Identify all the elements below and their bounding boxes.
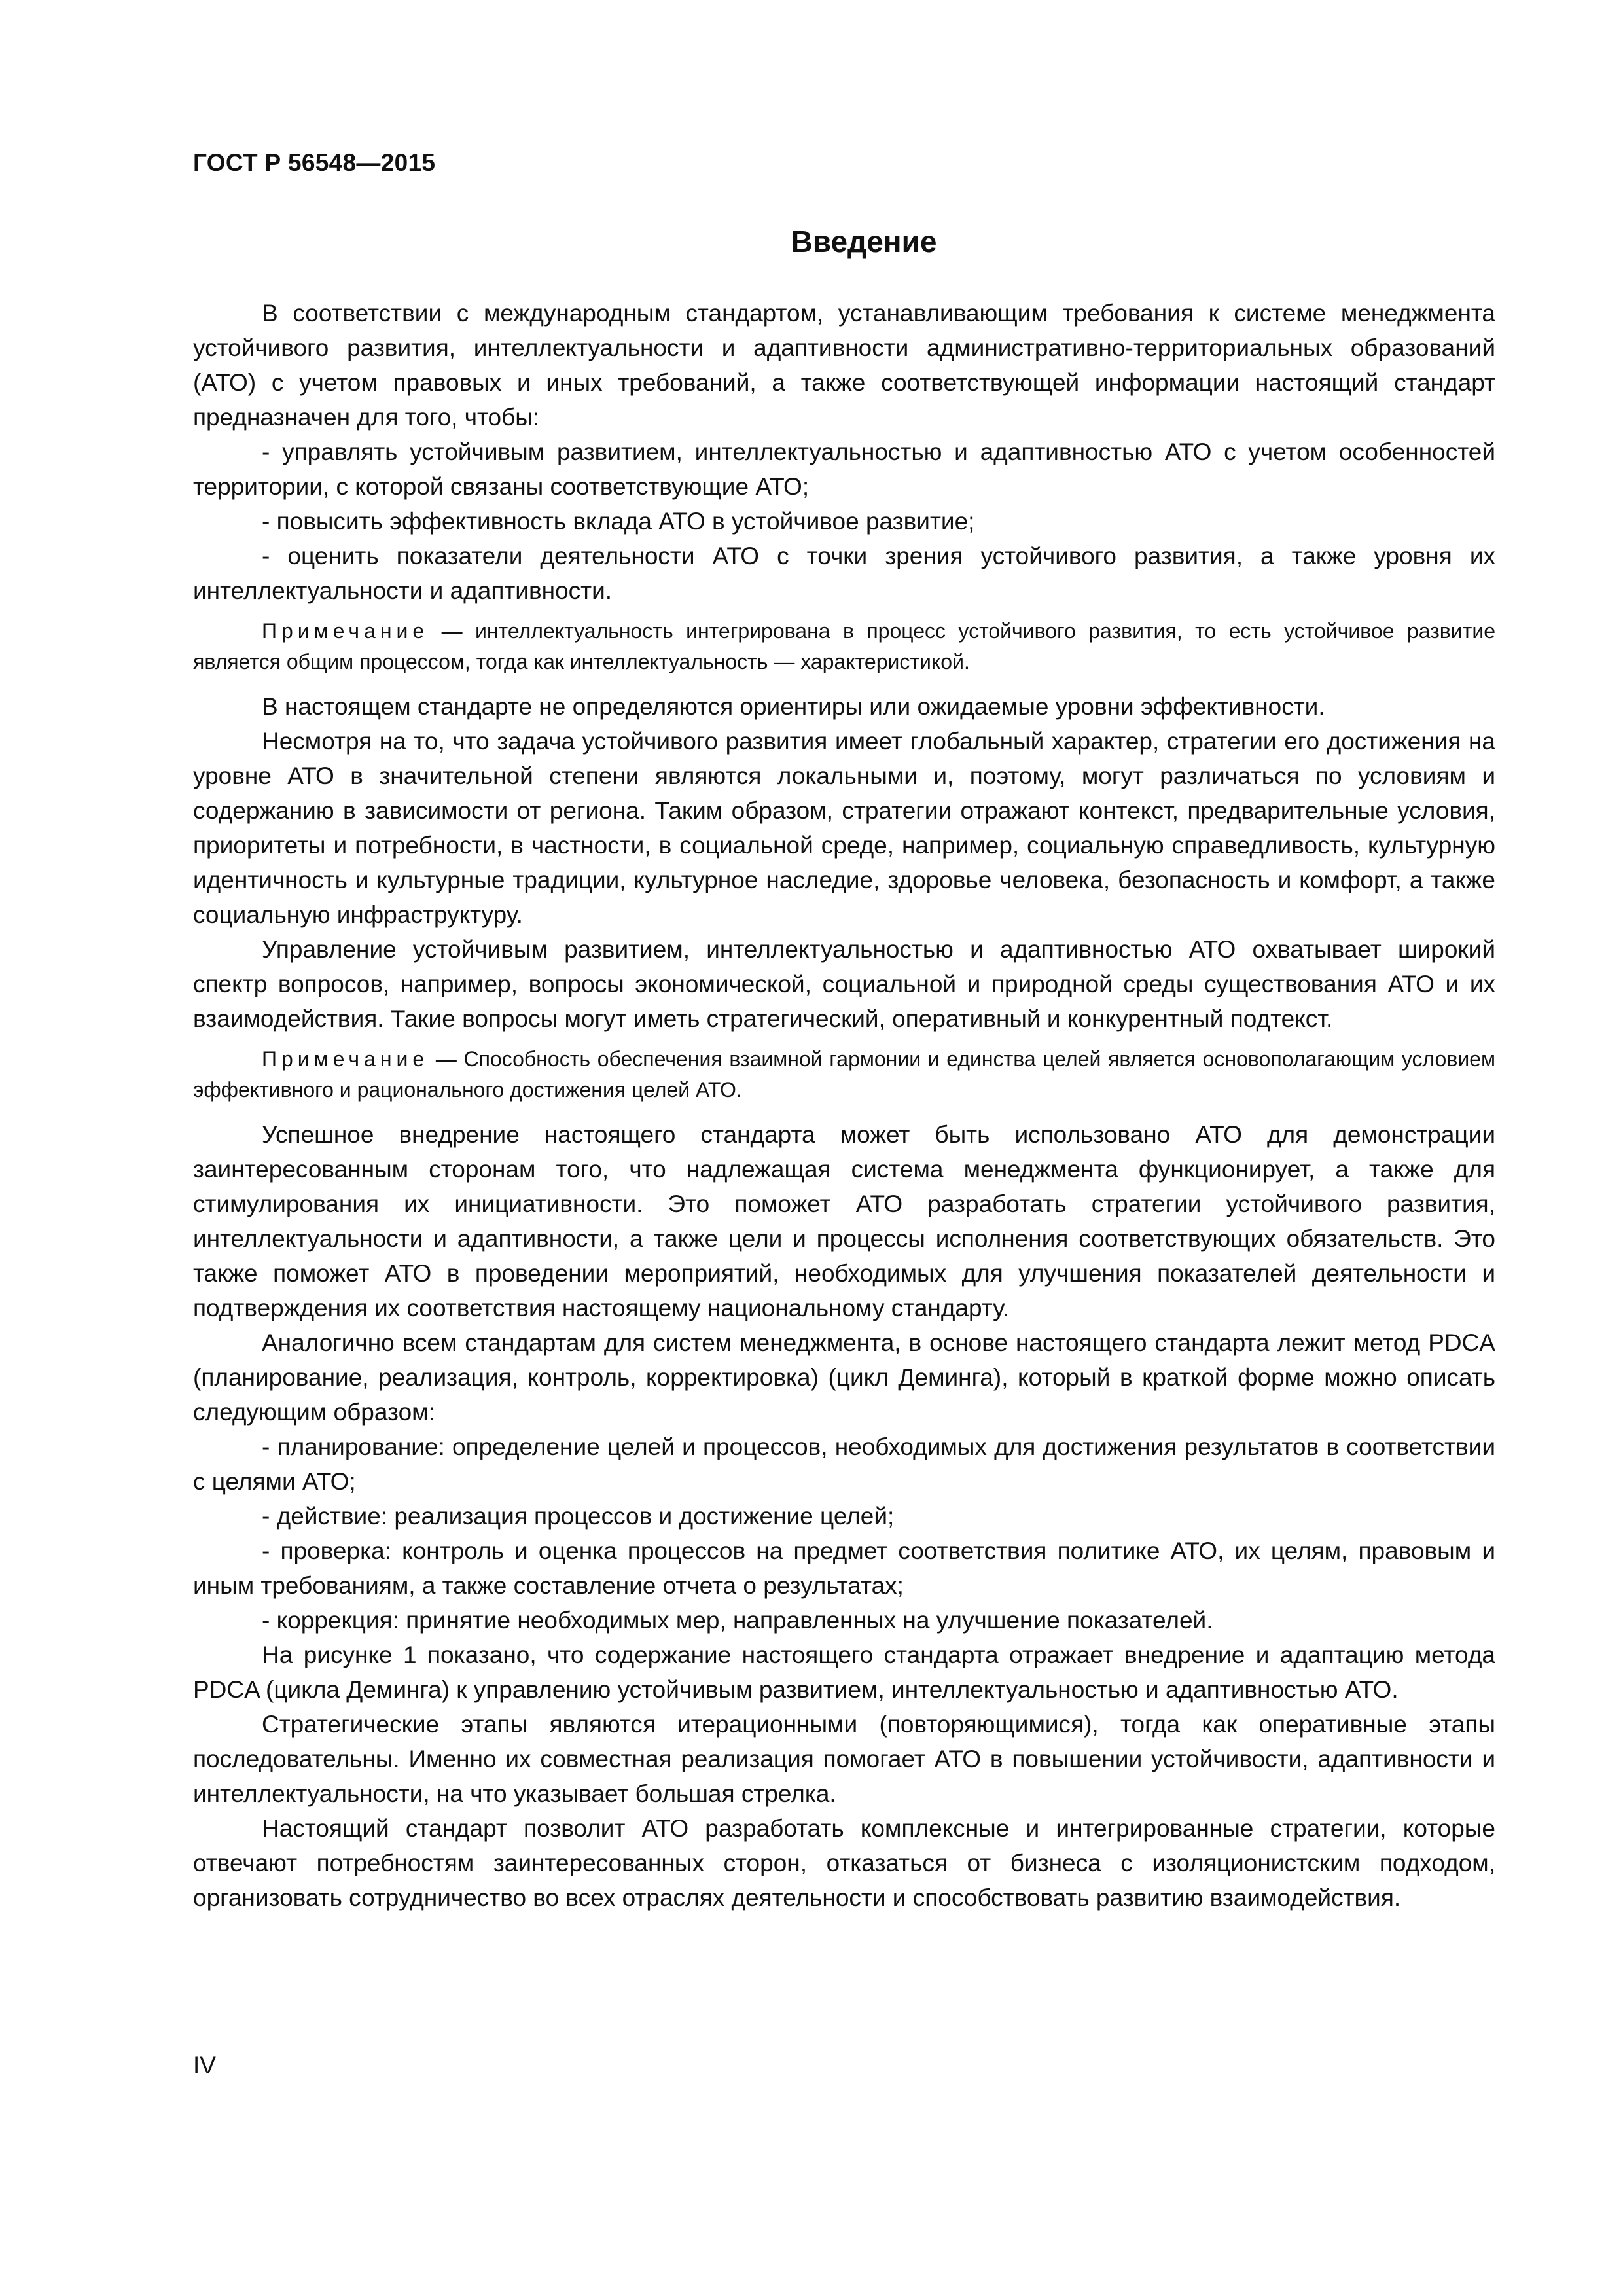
note-label: Примечание xyxy=(262,619,429,643)
page-number: IV xyxy=(193,2052,216,2079)
note-text: — Способность обеспечения взаимной гармонии и единства целей является основополагающим условием эффективного и рационального достижения целей АТО. xyxy=(193,1047,1495,1102)
paragraph: Успешное внедрение настоящего стандарта может быть использовано АТО для демонстрации заинтересованным сторонам того, что надлежащая система менеджмента функционирует, а также для стимулирования их инициативности. Это поможет АТО разработать стратегии устойчивого развития, интеллектуальности и адаптивности, а также цели и процессы исполнения соответствующих обязательств. Это также поможет АТО в проведении мероприятий, необходимых для улучшения показателей деятельности и подтверждения их соответствия настоящему национальному стандарту. xyxy=(193,1121,1495,1321)
paragraph: Настоящий стандарт позволит АТО разработать комплексные и интегрированные стратегии, которые отвечают потребностям заинтересованных сторон, отказаться от бизнеса с изоляционистским подходом, организовать сотрудничество во всех отраслях деятельности и способствовать развитию взаимодействия. xyxy=(193,1815,1495,1911)
section-title: Введение xyxy=(791,224,937,259)
paragraph: Аналогично всем стандартам для систем менеджмента, в основе настоящего стандарта лежит метод PDCA (планирование, реализация, контроль, корректировка) (цикл Деминга), который в краткой форме можно описать следующим образом: xyxy=(193,1329,1495,1426)
note-label: Примечание xyxy=(262,1047,429,1071)
note xyxy=(193,616,1495,677)
list-item: - оценить показатели деятельности АТО с точки зрения устойчивого развития, а также уровня их интеллектуальности и адаптивности. xyxy=(193,543,1495,604)
list-item: - коррекция: принятие необходимых мер, направленных на улучшение показателей. xyxy=(262,1607,1213,1634)
paragraph: Несмотря на то, что задача устойчивого развития имеет глобальный характер, стратегии его достижения на уровне АТО в значительной степени являются локальными и, поэтому, могут различаться по условиям и содержанию в зависимости от региона. Таким образом, стратегии отражают контекст, предварительные условия, приоритеты и потребности, в частности, в социальной среде, например, социальную справедливость, культурную идентичность и культурные традиции, культурное наследие, здоровье человека, безопасность и комфорт, а также социальную инфраструктуру. xyxy=(193,728,1495,928)
paragraph: В соответствии с международным стандартом, устанавливающим требования к системе менеджмента устойчивого развития, интеллектуальности и адаптивности административно-территориальных образований (АТО) с учетом правовых и иных требований, а также соответствующей информации настоящий стандарт предназначен для того, чтобы: xyxy=(193,300,1495,431)
body-text xyxy=(193,296,1495,1915)
paragraph: В настоящем стандарте не определяются ориентиры или ожидаемые уровни эффективности. xyxy=(262,693,1325,720)
paragraph: Стратегические этапы являются итерационными (повторяющимися), тогда как оперативные этапы последовательны. Именно их совместная реализация помогает АТО в повышении устойчивости, адаптивности и интеллектуальности, на что указывает большая стрелка. xyxy=(193,1711,1495,1807)
note xyxy=(193,1044,1495,1105)
list-item: - планирование: определение целей и процессов, необходимых для достижения результатов в соответствии с целями АТО; xyxy=(193,1433,1495,1495)
document-code: ГОСТ Р 56548—2015 xyxy=(193,149,436,176)
list-item: - проверка: контроль и оценка процессов на предмет соответствия политике АТО, их целям, правовым и иным требованиям, а также составление отчета о результатах; xyxy=(193,1537,1495,1599)
list-item: - повысить эффективность вклада АТО в устойчивое развитие; xyxy=(262,508,975,535)
list-item: - управлять устойчивым развитием, интеллектуальностью и адаптивностью АТО с учетом особенностей территории, с которой связаны соответствующие АТО; xyxy=(193,439,1495,500)
paragraph: Управление устойчивым развитием, интеллектуальностью и адаптивностью АТО охватывает широкий спектр вопросов, например, вопросы экономической, социальной и природной среды существования АТО и их взаимодействия. Такие вопросы могут иметь стратегический, оперативный и конкурентный подтекст. xyxy=(193,936,1495,1032)
note-text: — интеллектуальность интегрирована в процесс устойчивого развития, то есть устойчивое развитие является общим процессом, тогда как интеллектуальность — характеристикой. xyxy=(193,619,1495,673)
list-item: - действие: реализация процессов и достижение целей; xyxy=(262,1503,895,1530)
paragraph: На рисунке 1 показано, что содержание настоящего стандарта отражает внедрение и адаптацию метода PDCA (цикла Деминга) к управлению устойчивым развитием, интеллектуальностью и адаптивностью АТО. xyxy=(193,1641,1495,1703)
